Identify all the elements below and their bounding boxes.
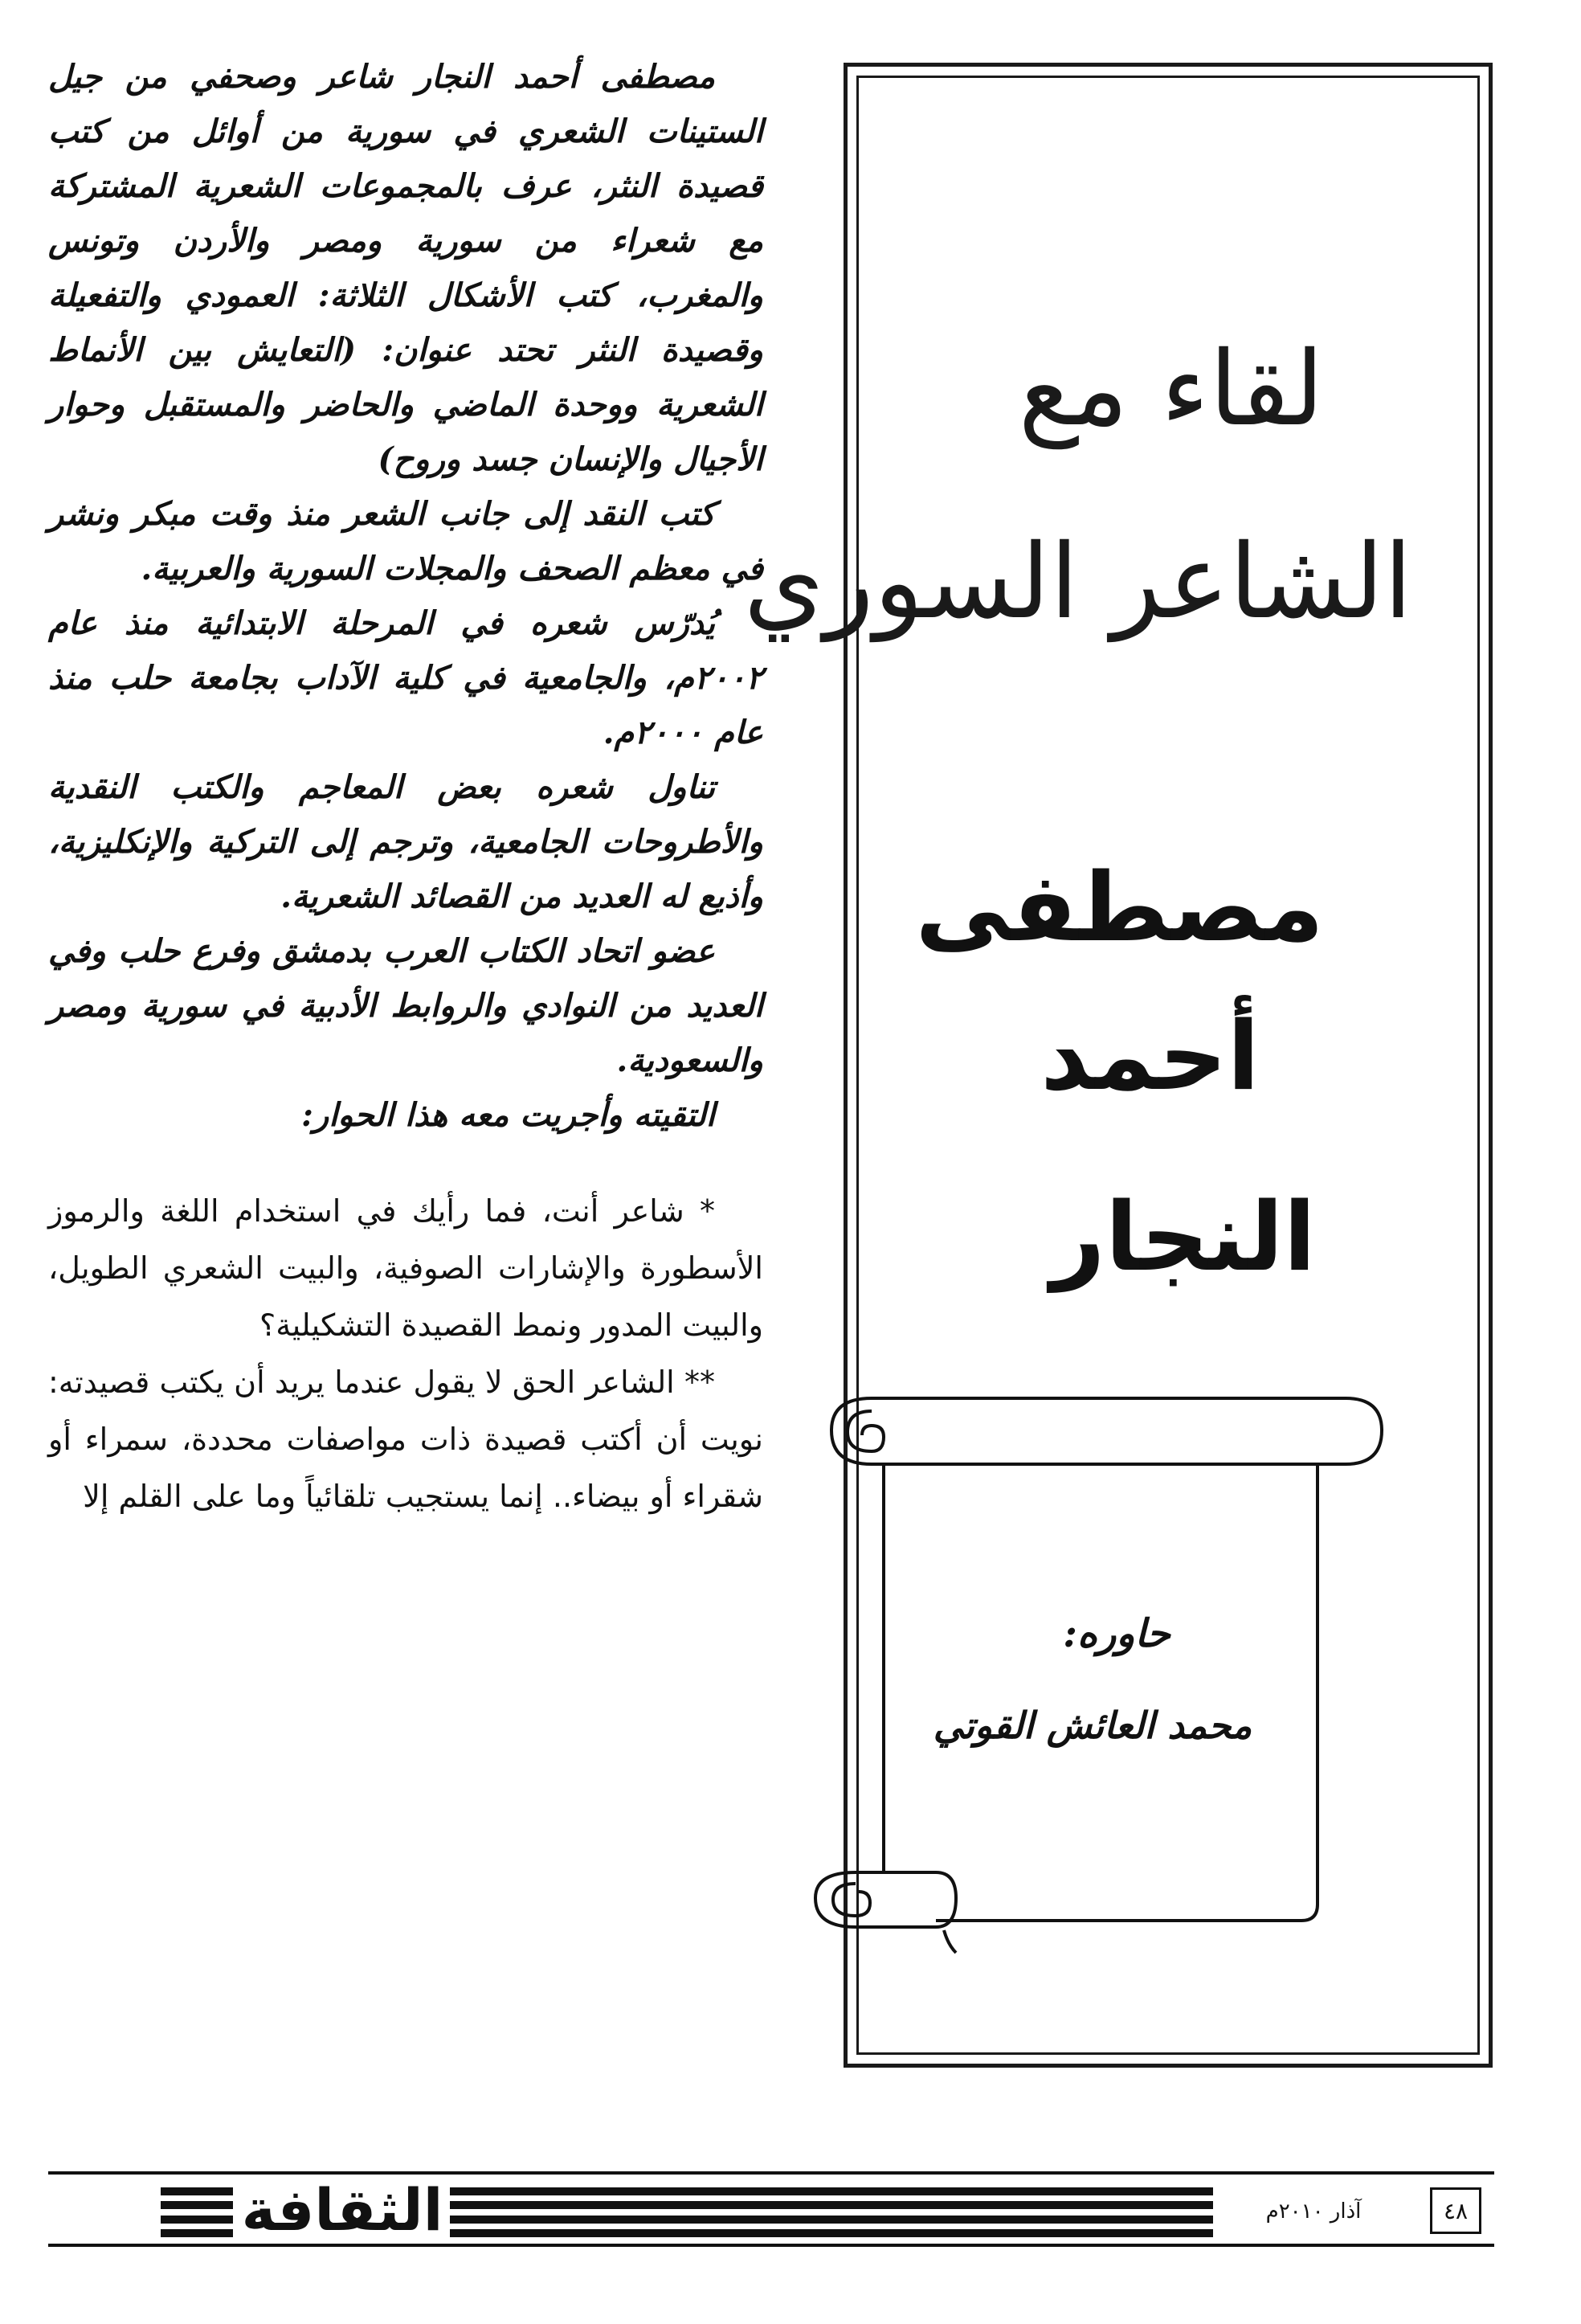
bio-paragraph-2: كتب النقد إلى جانب الشعر منذ وقت مبكر ونشر في معظم الصحف والمجلات السورية والعربية.	[48, 495, 763, 587]
poet-name-line-1: مصطفى	[915, 852, 1324, 963]
article-column	[48, 50, 763, 1525]
bio-paragraph-6: التقيته وأجريت معه هذا الحوار:	[301, 1096, 715, 1134]
page-number: ٤٨	[1430, 2187, 1481, 2234]
interview-answer-1: ** الشاعر الحق لا يقول عندما يريد أن يكتب قصيدته: نويت أن أكتب قصيدة ذات مواصفات محددة، سمراء أو شقراء أو بيضاء.. إنما يستجيب تلقائياً وما على القلم إلا	[48, 1365, 763, 1514]
interview-question-1: * شاعر أنت، فما رأيك في استخدام اللغة والرموز الأسطورة والإشارات الصوفية، والبيت الشعري الطويل، والبيت المدور ونمط القصيدة التشكيلية؟	[48, 1193, 763, 1343]
bio-paragraph-1: مصطفى أحمد النجار شاعر وصحفي من جيل الستينات الشعري في سورية من أوائل من كتب قصيدة النثر، عرف بالمجموعات الشعرية المشتركة مع شعراء من سورية ومصر والأردن وتونس والمغرب، كتب الأشكال الثلاثة: العمودي والتفعيلة وقصيدة النثر تحتد عنوان: (التعايش بين الأنماط الشعرية ووحدة الماضي والحاضر والمستقبل وحوار الأجيال والإنسان جسد وروح)	[48, 58, 763, 478]
magazine-name: الثقافة	[241, 2176, 443, 2244]
spacer	[48, 1143, 763, 1183]
footer-stripes-left	[161, 2187, 233, 2237]
interviewer-name: محمد العائش القوتي	[933, 1704, 1252, 1747]
interviewer-label: حاوره:	[1063, 1611, 1170, 1656]
poet-name-line-2: أحمد	[1040, 1000, 1260, 1111]
footer-rule-bottom	[48, 2244, 1494, 2247]
title-line-2: الشاعر السوري	[743, 522, 1412, 642]
poet-name-line-3: النجار	[1050, 1181, 1316, 1292]
footer-stripes-right	[450, 2187, 1213, 2237]
bio-paragraph-4: تناول شعره بعض المعاجم والكتب النقدية والأطروحات الجامعية، وترجم إلى التركية والإنكليزية، وأذيع له العديد من القصائد الشعرية.	[48, 768, 763, 915]
issue-date: آذار ٢٠١٠م	[1265, 2199, 1362, 2224]
scroll-illustration	[783, 1390, 1394, 1977]
title-line-1: لقاء مع	[1018, 329, 1324, 449]
bio-paragraph-5: عضو اتحاد الكتاب العرب بدمشق وفرع حلب وفي العديد من النوادي والروابط الأدبية في سورية ومصر والسعودية.	[48, 932, 763, 1079]
bio-paragraph-3: يُدرّس شعره في المرحلة الابتدائية منذ عام ٢٠٠٢م، والجامعية في كلية الآداب بجامعة حلب منذ عام ٢٠٠٠م.	[48, 604, 763, 751]
